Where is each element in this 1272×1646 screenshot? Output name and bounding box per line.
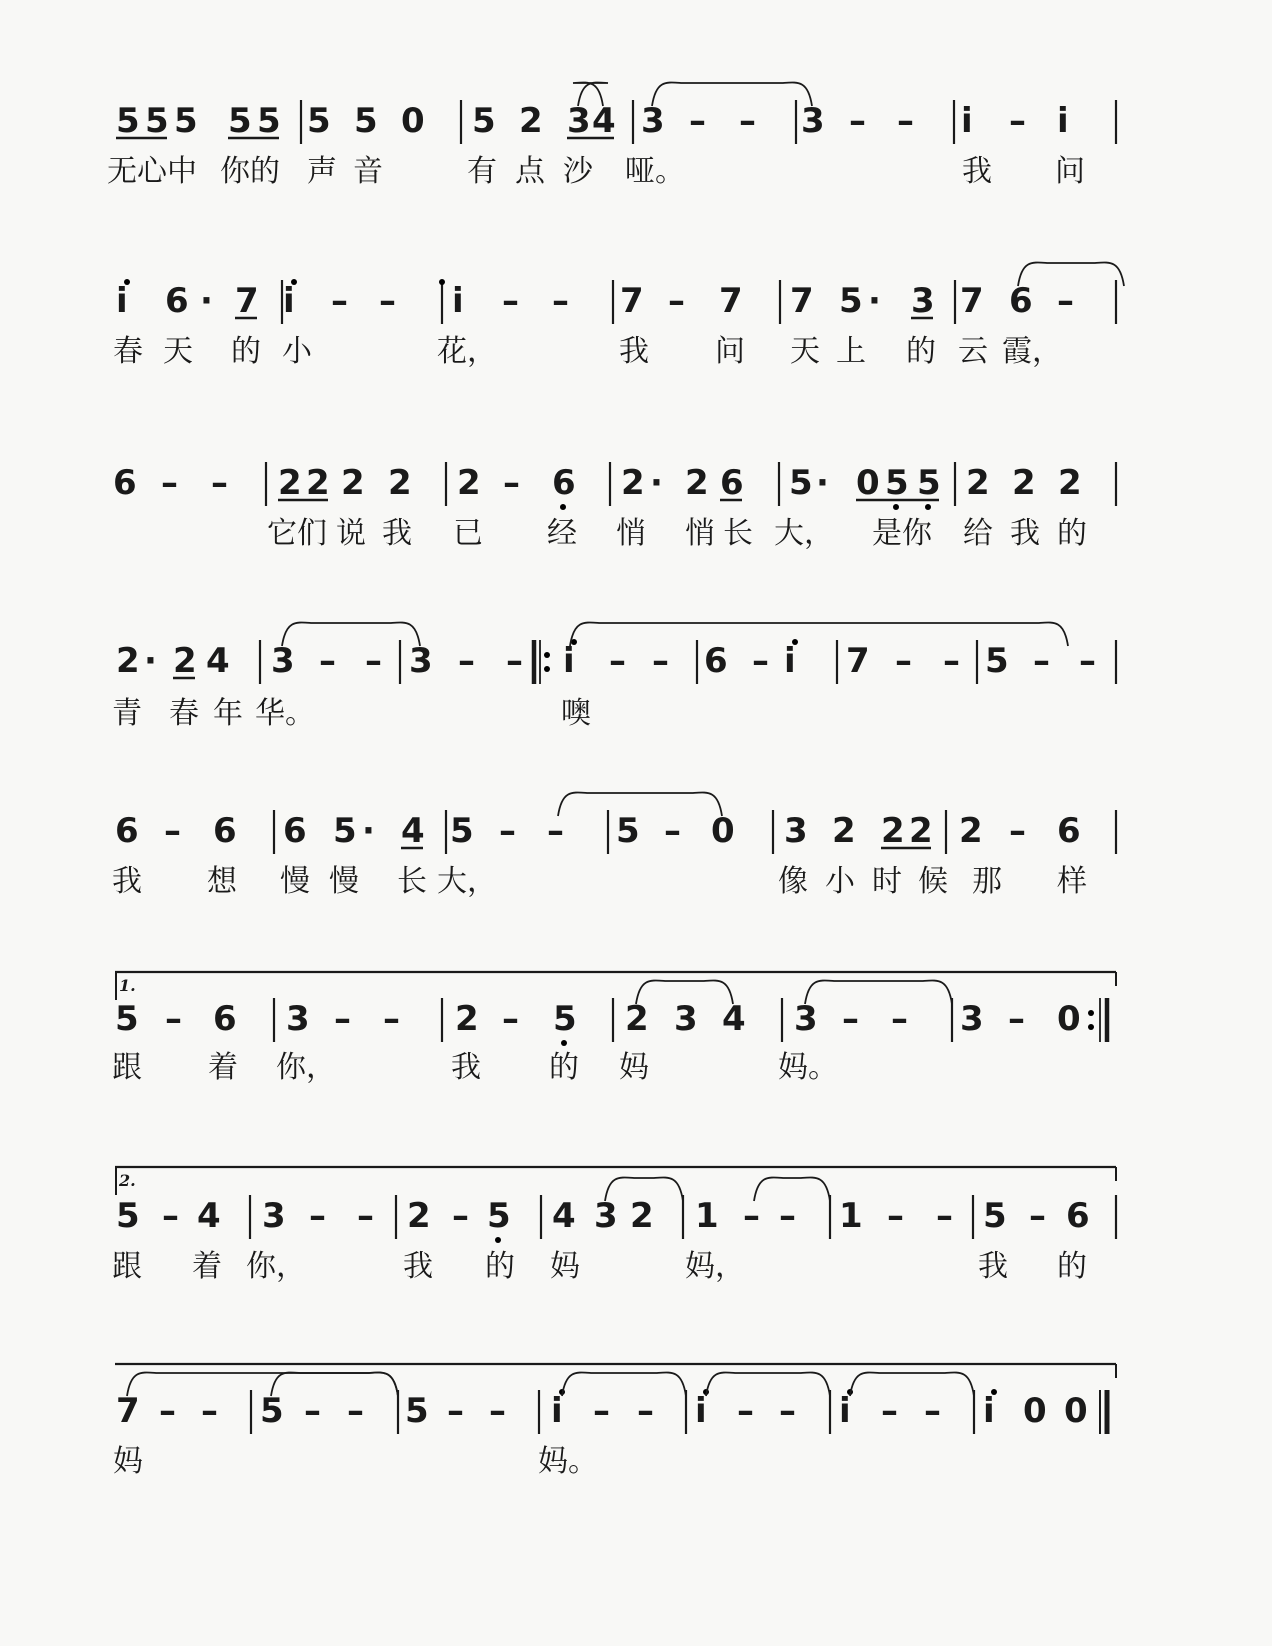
note: 2: [116, 641, 140, 681]
note: 5: [333, 811, 357, 851]
dash: –: [319, 641, 336, 681]
lyric-syllable: 霞，: [1002, 334, 1062, 369]
lyric-syllable: 妈: [550, 1249, 580, 1284]
note: 2: [457, 463, 481, 503]
repeat-dot: [544, 666, 550, 672]
rest: 0: [711, 811, 735, 851]
low-octave-dot: [560, 504, 566, 510]
rest: 0: [401, 101, 425, 141]
dash: –: [547, 811, 564, 851]
lyric-syllable: 的: [1057, 516, 1087, 551]
note: 3: [262, 1196, 286, 1236]
note: 4: [197, 1196, 221, 1236]
note: 4: [552, 1196, 576, 1236]
note: 5: [260, 1391, 284, 1431]
dash: –: [779, 1196, 796, 1236]
note: 6: [1009, 281, 1033, 321]
note: 2: [306, 463, 330, 503]
note: 6: [115, 811, 139, 851]
dash: –: [502, 281, 519, 321]
note: 5: [839, 281, 863, 321]
note: 3: [271, 641, 295, 681]
lyric-syllable: 已: [453, 516, 483, 551]
note: i: [961, 101, 973, 141]
dash: –: [752, 641, 769, 681]
note: 3: [801, 101, 825, 141]
note: 7: [960, 281, 984, 321]
lyric-syllable: 我: [978, 1249, 1008, 1284]
rest: 0: [1023, 1391, 1047, 1431]
note: i: [452, 281, 464, 321]
repeat-dot: [1088, 1010, 1094, 1016]
note: i: [983, 1391, 995, 1431]
note: 3: [960, 999, 984, 1039]
dash: –: [739, 101, 756, 141]
lyric-syllable: 经: [547, 516, 577, 551]
note: 2: [278, 463, 302, 503]
dash: –: [743, 1196, 760, 1236]
lyric-syllable: 春: [113, 334, 143, 369]
note: 5: [789, 463, 813, 503]
lyric-syllable: 的: [549, 1050, 579, 1085]
slur: [558, 793, 722, 816]
dash: –: [503, 463, 520, 503]
lyric-syllable: 你的: [220, 154, 280, 189]
note: 4: [592, 101, 616, 141]
lyric-syllable: 妈。: [778, 1050, 838, 1085]
dash: –: [379, 281, 396, 321]
dash: –: [779, 1391, 796, 1431]
note: 3: [409, 641, 433, 681]
augmentation-dot: ·: [362, 811, 375, 851]
dash: –: [365, 641, 382, 681]
dash: –: [165, 999, 182, 1039]
dash: –: [1057, 281, 1074, 321]
dash: –: [943, 641, 960, 681]
lyric-syllable: 像: [778, 864, 808, 899]
lyric-syllable: 妈: [113, 1444, 143, 1479]
repeat-dot: [544, 652, 550, 658]
dash: –: [609, 641, 626, 681]
note: 5: [450, 811, 474, 851]
note: i: [695, 1391, 707, 1431]
low-octave-dot: [561, 1040, 567, 1046]
dash: –: [1029, 1196, 1046, 1236]
note: 3: [911, 281, 935, 321]
lyric-syllable: 妈，: [685, 1249, 745, 1284]
lyric-syllable: 候: [918, 864, 948, 899]
note: i: [839, 1391, 851, 1431]
note: 5: [115, 999, 139, 1039]
note: 7: [620, 281, 644, 321]
lyric-syllable: 有: [467, 154, 497, 189]
dash: –: [842, 999, 859, 1039]
note: 6: [1066, 1196, 1090, 1236]
note: 3: [794, 999, 818, 1039]
augmentation-dot: ·: [144, 641, 157, 681]
lyric-syllable: 那: [972, 864, 1002, 899]
note: 2: [455, 999, 479, 1039]
dash: –: [309, 1196, 326, 1236]
lyric-syllable: 它们: [267, 516, 327, 551]
dash: –: [887, 1196, 904, 1236]
note: 3: [567, 101, 591, 141]
note: 1: [839, 1196, 863, 1236]
lyric-syllable: 小: [825, 864, 855, 899]
note: 6: [213, 811, 237, 851]
note: 4: [722, 999, 746, 1039]
rest: 0: [856, 463, 880, 503]
lyric-syllable: 音: [353, 154, 383, 189]
note: i: [1057, 101, 1069, 141]
lyric-syllable: 大，: [437, 864, 497, 899]
note: 5: [985, 641, 1009, 681]
slur: [652, 83, 812, 106]
dash: –: [895, 641, 912, 681]
dash: –: [383, 999, 400, 1039]
note: 2: [630, 1196, 654, 1236]
lyric-syllable: 悄: [685, 516, 715, 551]
dash: –: [447, 1391, 464, 1431]
lyric-syllable: 我: [1010, 516, 1040, 551]
note: 2: [407, 1196, 431, 1236]
lyric-syllable: 样: [1057, 864, 1087, 899]
low-octave-dot: [925, 504, 931, 510]
note: 5: [174, 101, 198, 141]
note: 5: [487, 1196, 511, 1236]
lyric-syllable: 你，: [246, 1249, 306, 1284]
note: 5: [116, 1196, 140, 1236]
note: 5: [616, 811, 640, 851]
lyric-syllable: 上: [836, 334, 866, 369]
lyric-syllable: 的: [231, 334, 261, 369]
note: 5: [116, 101, 140, 141]
note: 3: [641, 101, 665, 141]
note: 2: [959, 811, 983, 851]
note: 2: [625, 999, 649, 1039]
lyric-syllable: 慢: [280, 864, 310, 899]
rest: 0: [1064, 1391, 1088, 1431]
lyric-syllable: 大，: [774, 516, 834, 551]
note: 2: [685, 463, 709, 503]
note: 2: [341, 463, 365, 503]
dash: –: [164, 811, 181, 851]
dash: –: [1009, 101, 1026, 141]
note: 7: [719, 281, 743, 321]
high-octave-dot: [439, 279, 445, 285]
slur: [271, 1373, 398, 1396]
note: 3: [594, 1196, 618, 1236]
dash: –: [881, 1391, 898, 1431]
note: 6: [1057, 811, 1081, 851]
lyric-syllable: 小: [282, 334, 312, 369]
dash: –: [304, 1391, 321, 1431]
lyric-syllable: 时: [872, 864, 902, 899]
dash: –: [897, 101, 914, 141]
lyric-syllable: 长: [397, 864, 427, 899]
dash: –: [458, 641, 475, 681]
note: 5: [472, 101, 496, 141]
dash: –: [506, 641, 523, 681]
lyric-syllable: 着: [192, 1249, 222, 1284]
note: i: [283, 281, 295, 321]
lyric-syllable: 我: [619, 334, 649, 369]
note: i: [563, 641, 575, 681]
note: 4: [206, 641, 230, 681]
note: 2: [881, 811, 905, 851]
lyric-syllable: 是你: [872, 516, 932, 551]
dash: –: [1009, 811, 1026, 851]
dash: –: [334, 999, 351, 1039]
dash: –: [936, 1196, 953, 1236]
lyric-syllable: 我: [382, 516, 412, 551]
note: 5: [553, 999, 577, 1039]
note: 2: [1012, 463, 1036, 503]
lyric-syllable: 无心中: [107, 154, 197, 189]
lyric-syllable: 你，: [276, 1050, 336, 1085]
dash: –: [331, 281, 348, 321]
lyric-syllable: 问: [715, 334, 745, 369]
lyric-syllable: 年: [213, 696, 243, 731]
volta-label: 1.: [119, 976, 136, 995]
lyric-syllable: 哑。: [625, 154, 685, 189]
note: 7: [116, 1391, 140, 1431]
note: 2: [388, 463, 412, 503]
note: 2: [621, 463, 645, 503]
dash: –: [891, 999, 908, 1039]
dash: –: [489, 1391, 506, 1431]
augmentation-dot: ·: [200, 281, 213, 321]
dash: –: [1008, 999, 1025, 1039]
note: 5: [885, 463, 909, 503]
dash: –: [664, 811, 681, 851]
lyric-syllable: 噢: [561, 696, 591, 731]
dash: –: [357, 1196, 374, 1236]
lyric-syllable: 天: [790, 334, 820, 369]
dash: –: [652, 641, 669, 681]
note: 2: [966, 463, 990, 503]
note: 5: [354, 101, 378, 141]
lyric-syllable: 慢: [329, 864, 359, 899]
note: 2: [519, 101, 543, 141]
note: 6: [720, 463, 744, 503]
lyric-syllable: 给: [963, 516, 993, 551]
dash: –: [668, 281, 685, 321]
lyric-syllable: 的: [1057, 1249, 1087, 1284]
rest: 0: [1057, 999, 1081, 1039]
lyric-syllable: 青: [112, 696, 142, 731]
dash: –: [211, 463, 228, 503]
dash: –: [161, 463, 178, 503]
dash: –: [502, 999, 519, 1039]
slur: [706, 1373, 830, 1396]
note: 2: [832, 811, 856, 851]
note: 3: [784, 811, 808, 851]
lyric-syllable: 妈: [619, 1050, 649, 1085]
dash: –: [689, 101, 706, 141]
note: 2: [173, 641, 197, 681]
note: 6: [165, 281, 189, 321]
lyric-syllable: 的: [485, 1249, 515, 1284]
note: 2: [909, 811, 933, 851]
dash: –: [1033, 641, 1050, 681]
dash: –: [159, 1391, 176, 1431]
volta-label: 2.: [119, 1171, 136, 1190]
lyric-syllable: 华。: [255, 696, 315, 731]
note: 6: [704, 641, 728, 681]
lyric-syllable: 问: [1055, 154, 1085, 189]
augmentation-dot: ·: [816, 463, 829, 503]
note: 5: [405, 1391, 429, 1431]
lyric-syllable: 天: [163, 334, 193, 369]
slur: [562, 1373, 686, 1396]
note: 5: [983, 1196, 1007, 1236]
note: i: [116, 281, 128, 321]
note: 7: [846, 641, 870, 681]
dash: –: [1079, 641, 1096, 681]
note: i: [551, 1391, 563, 1431]
slur: [850, 1373, 974, 1396]
note: 5: [257, 101, 281, 141]
augmentation-dot: ·: [650, 463, 663, 503]
note: 3: [674, 999, 698, 1039]
lyric-syllable: 着: [208, 1050, 238, 1085]
lyric-syllable: 我: [403, 1249, 433, 1284]
dash: –: [737, 1391, 754, 1431]
note: 6: [113, 463, 137, 503]
lyric-syllable: 沙: [563, 154, 593, 189]
note: 6: [213, 999, 237, 1039]
lyric-syllable: 我: [962, 154, 992, 189]
note: 2: [1058, 463, 1082, 503]
repeat-dot: [1088, 1024, 1094, 1030]
lyric-syllable: 我: [112, 864, 142, 899]
dash: –: [593, 1391, 610, 1431]
note: 5: [228, 101, 252, 141]
dash: –: [499, 811, 516, 851]
note: 1: [695, 1196, 719, 1236]
lyric-syllable: 云: [958, 334, 988, 369]
dash: –: [552, 281, 569, 321]
note: 6: [283, 811, 307, 851]
note: 5: [307, 101, 331, 141]
dash: –: [637, 1391, 654, 1431]
dash: –: [201, 1391, 218, 1431]
note: 5: [917, 463, 941, 503]
dash: –: [347, 1391, 364, 1431]
lyric-syllable: 悄: [616, 516, 646, 551]
lyric-syllable: 点: [515, 154, 545, 189]
note: 7: [790, 281, 814, 321]
dash: –: [924, 1391, 941, 1431]
lyric-syllable: 说: [336, 516, 366, 551]
dash: –: [849, 101, 866, 141]
lyric-syllable: 的: [906, 334, 936, 369]
lyric-syllable: 我: [451, 1050, 481, 1085]
lyric-syllable: 长: [723, 516, 753, 551]
low-octave-dot: [893, 504, 899, 510]
lyric-syllable: 跟: [112, 1050, 142, 1085]
note: 6: [552, 463, 576, 503]
dash: –: [452, 1196, 469, 1236]
lyric-syllable: 跟: [112, 1249, 142, 1284]
dash: –: [162, 1196, 179, 1236]
note: 5: [145, 101, 169, 141]
slur: [805, 981, 952, 1004]
lyric-syllable: 声: [307, 154, 337, 189]
note: i: [784, 641, 796, 681]
low-octave-dot: [495, 1237, 501, 1243]
lyric-syllable: 妈。: [538, 1444, 598, 1479]
lyric-syllable: 春: [169, 696, 199, 731]
lyric-syllable: 花，: [437, 334, 497, 369]
note: 4: [401, 811, 425, 851]
note: 7: [235, 281, 259, 321]
augmentation-dot: ·: [868, 281, 881, 321]
note: 3: [286, 999, 310, 1039]
lyric-syllable: 想: [207, 864, 237, 899]
